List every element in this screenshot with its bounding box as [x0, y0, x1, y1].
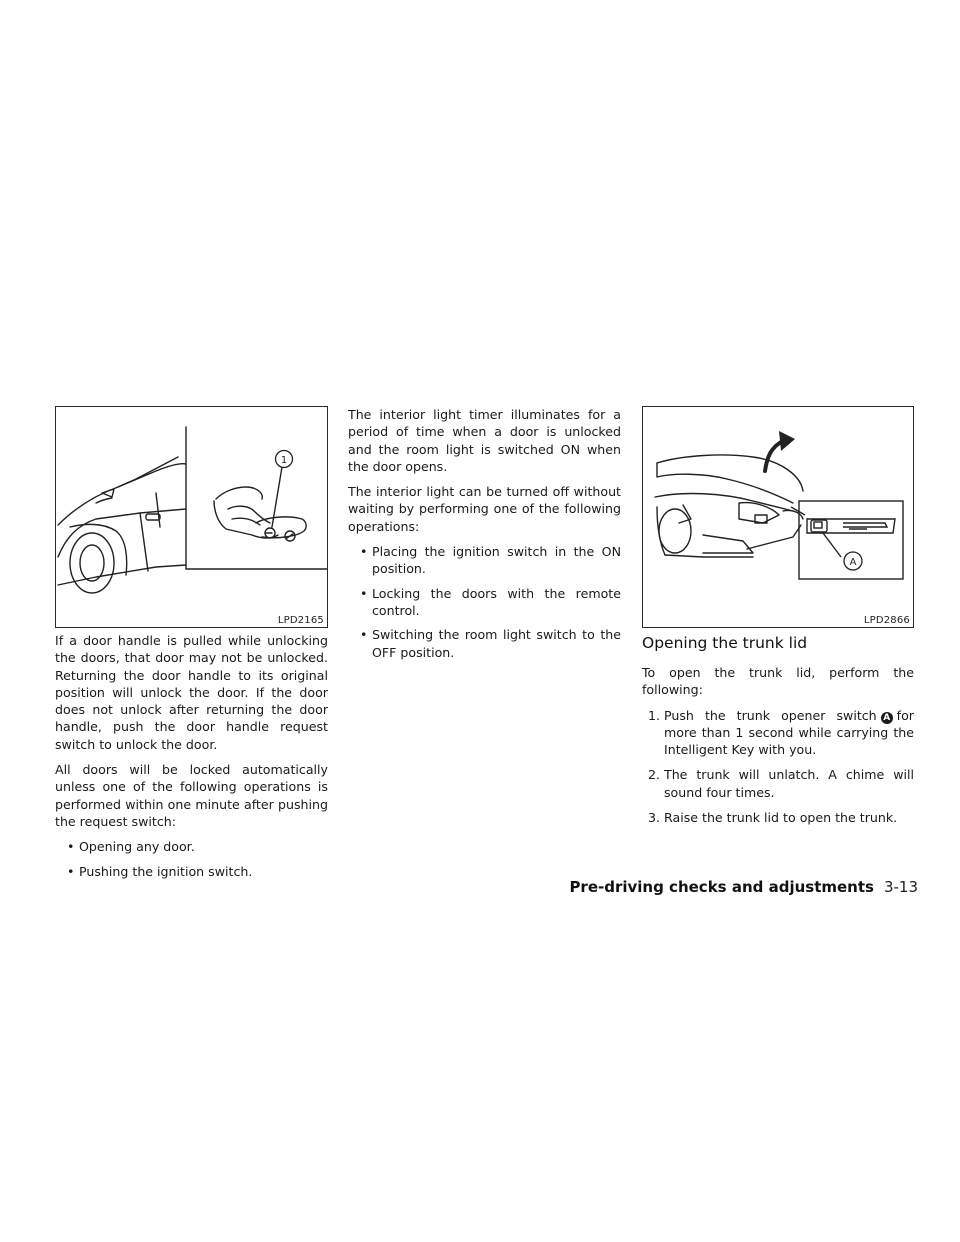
callout-A: A — [849, 557, 857, 568]
bullet-icon: • — [67, 863, 75, 879]
bullet-icon: • — [360, 627, 368, 643]
callout-1: 1 — [280, 455, 288, 466]
list-item: • Pushing the ignition switch. — [67, 863, 253, 879]
figure-door-handle — [55, 406, 328, 628]
trunk-illustration — [643, 407, 913, 627]
door-handle-illustration — [56, 407, 327, 627]
section-heading: Opening the trunk lid — [642, 634, 808, 652]
list-item: • Opening any door. — [67, 839, 195, 855]
steps-list — [642, 707, 914, 827]
figure-code: LPD2866 — [863, 615, 910, 626]
column-1 — [55, 632, 328, 887]
paragraph: All doors will be locked automatically unless one of the following operations is performed within one minute after pushing the request switch: — [55, 762, 328, 829]
list-item: 2. The trunk will unlatch. A chime will sound four times. — [648, 767, 914, 800]
figure-code: LPD2165 — [277, 615, 324, 626]
page-number: 3-13 — [883, 878, 918, 896]
paragraph: To open the trunk lid, perform the following: — [642, 665, 914, 698]
column-3 — [642, 664, 914, 834]
paragraph: If a door handle is pulled while unlocking the doors, that door may not be unlocked. Returning the door handle to its original position will unlock the door. If the door does not unlock after returning the door handle, push the door handle request switch to unlock the door. — [55, 633, 328, 752]
section-title: Pre-driving checks and adjustments — [569, 878, 874, 896]
paragraph: The interior light timer illuminates for a period of time when a door is unlocked and the room light is switched ON when the door opens. — [348, 407, 621, 474]
bullet-icon: • — [360, 544, 368, 560]
page-footer — [569, 878, 918, 896]
list-item: • Locking the doors with the remote control. — [360, 585, 621, 618]
list-item: • Placing the ignition switch in the ON position. — [360, 544, 621, 577]
bullet-list — [348, 543, 621, 661]
figure-trunk — [642, 406, 914, 628]
paragraph: The interior light can be turned off without waiting by performing one of the following operations: — [348, 484, 621, 534]
bullet-icon: • — [360, 585, 368, 601]
callout-A-icon: A — [881, 712, 893, 724]
bullet-list — [55, 838, 328, 880]
bullet-icon: • — [67, 839, 75, 855]
list-item: • Switching the room light switch to the OFF position. — [360, 627, 621, 660]
list-item: 3. Raise the trunk lid to open the trunk. — [648, 810, 898, 826]
column-2 — [348, 406, 621, 668]
list-item: 1. Push the trunk opener switch A for more than 1 second while carrying the Intelligent Key with you. — [648, 707, 914, 758]
